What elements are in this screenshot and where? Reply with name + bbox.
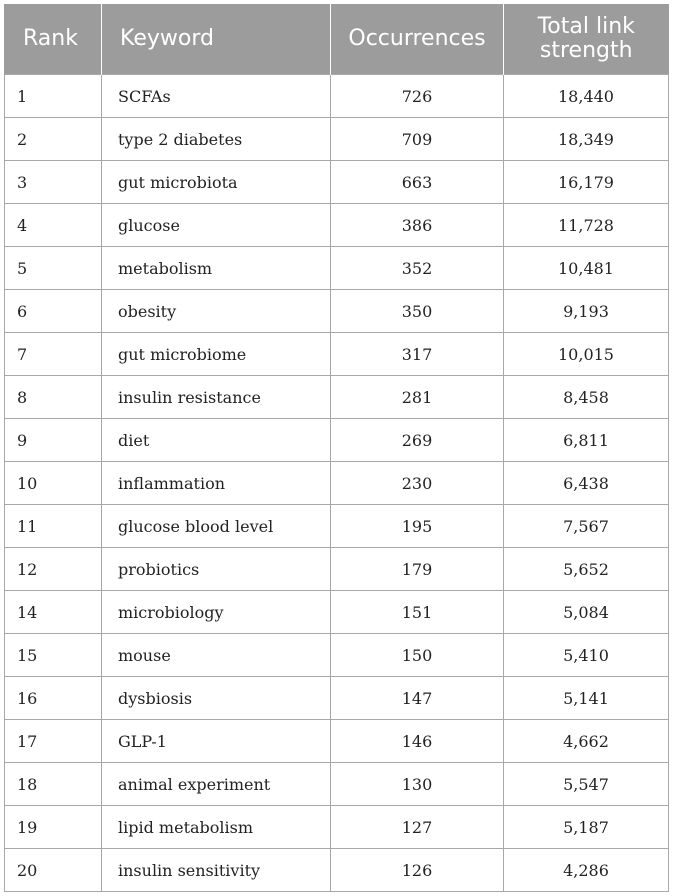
cell-total-link-strength: 10,015 [504,333,669,376]
cell-rank: 7 [5,333,102,376]
cell-keyword: GLP-1 [102,720,331,763]
cell-rank: 3 [5,161,102,204]
table-row [5,462,669,505]
cell-occurrences: 350 [331,290,504,333]
keyword-table [4,4,669,892]
cell-keyword: insulin sensitivity [102,849,331,892]
cell-rank: 18 [5,763,102,806]
cell-occurrences: 195 [331,505,504,548]
table-row [5,591,669,634]
table-body [5,75,669,892]
table-row [5,677,669,720]
cell-occurrences: 126 [331,849,504,892]
cell-rank: 16 [5,677,102,720]
table-row [5,505,669,548]
cell-rank: 15 [5,634,102,677]
cell-total-link-strength: 5,410 [504,634,669,677]
cell-rank: 14 [5,591,102,634]
header-rank: Rank [5,4,102,75]
table-row [5,75,669,118]
cell-rank: 4 [5,204,102,247]
cell-total-link-strength: 6,811 [504,419,669,462]
cell-rank: 10 [5,462,102,505]
table-row [5,763,669,806]
cell-occurrences: 147 [331,677,504,720]
table-row [5,376,669,419]
table-row [5,634,669,677]
cell-keyword: diet [102,419,331,462]
cell-keyword: dysbiosis [102,677,331,720]
cell-occurrences: 386 [331,204,504,247]
cell-occurrences: 281 [331,376,504,419]
cell-total-link-strength: 16,179 [504,161,669,204]
table-row [5,118,669,161]
table-row [5,204,669,247]
cell-occurrences: 130 [331,763,504,806]
cell-keyword: insulin resistance [102,376,331,419]
cell-rank: 20 [5,849,102,892]
cell-occurrences: 179 [331,548,504,591]
cell-occurrences: 127 [331,806,504,849]
cell-keyword: mouse [102,634,331,677]
cell-occurrences: 726 [331,75,504,118]
cell-keyword: probiotics [102,548,331,591]
cell-keyword: type 2 diabetes [102,118,331,161]
cell-occurrences: 146 [331,720,504,763]
cell-total-link-strength: 5,547 [504,763,669,806]
table-row [5,419,669,462]
cell-keyword: obesity [102,290,331,333]
table-row [5,290,669,333]
table-row [5,806,669,849]
cell-total-link-strength: 18,440 [504,75,669,118]
cell-keyword: SCFAs [102,75,331,118]
cell-total-link-strength: 4,662 [504,720,669,763]
cell-rank: 1 [5,75,102,118]
cell-keyword: lipid metabolism [102,806,331,849]
cell-rank: 12 [5,548,102,591]
cell-total-link-strength: 10,481 [504,247,669,290]
cell-total-link-strength: 5,084 [504,591,669,634]
cell-occurrences: 317 [331,333,504,376]
header-total-link-strength-line2: strength [539,38,633,63]
cell-total-link-strength: 6,438 [504,462,669,505]
cell-total-link-strength: 7,567 [504,505,669,548]
cell-keyword: gut microbiome [102,333,331,376]
cell-occurrences: 151 [331,591,504,634]
cell-rank: 19 [5,806,102,849]
table-header [5,4,669,75]
cell-total-link-strength: 4,286 [504,849,669,892]
cell-keyword: metabolism [102,247,331,290]
cell-occurrences: 709 [331,118,504,161]
cell-occurrences: 352 [331,247,504,290]
cell-total-link-strength: 11,728 [504,204,669,247]
cell-rank: 5 [5,247,102,290]
table-row [5,548,669,591]
cell-keyword: gut microbiota [102,161,331,204]
table-row [5,849,669,892]
cell-total-link-strength: 9,193 [504,290,669,333]
cell-rank: 11 [5,505,102,548]
cell-total-link-strength: 5,187 [504,806,669,849]
cell-keyword: animal experiment [102,763,331,806]
cell-rank: 17 [5,720,102,763]
header-occurrences: Occurrences [331,4,504,75]
cell-total-link-strength: 8,458 [504,376,669,419]
table-row [5,720,669,763]
cell-occurrences: 230 [331,462,504,505]
cell-rank: 9 [5,419,102,462]
table-row [5,161,669,204]
header-total-link-strength [504,4,669,75]
cell-rank: 8 [5,376,102,419]
header-keyword: Keyword [102,4,331,75]
cell-occurrences: 150 [331,634,504,677]
cell-keyword: glucose blood level [102,505,331,548]
cell-keyword: microbiology [102,591,331,634]
header-total-link-strength-line1: Total link [537,14,635,39]
table-row [5,333,669,376]
cell-keyword: inflammation [102,462,331,505]
header-row [5,4,669,75]
cell-occurrences: 269 [331,419,504,462]
cell-total-link-strength: 5,652 [504,548,669,591]
cell-rank: 2 [5,118,102,161]
cell-total-link-strength: 18,349 [504,118,669,161]
table-row [5,247,669,290]
cell-rank: 6 [5,290,102,333]
cell-total-link-strength: 5,141 [504,677,669,720]
cell-occurrences: 663 [331,161,504,204]
cell-keyword: glucose [102,204,331,247]
